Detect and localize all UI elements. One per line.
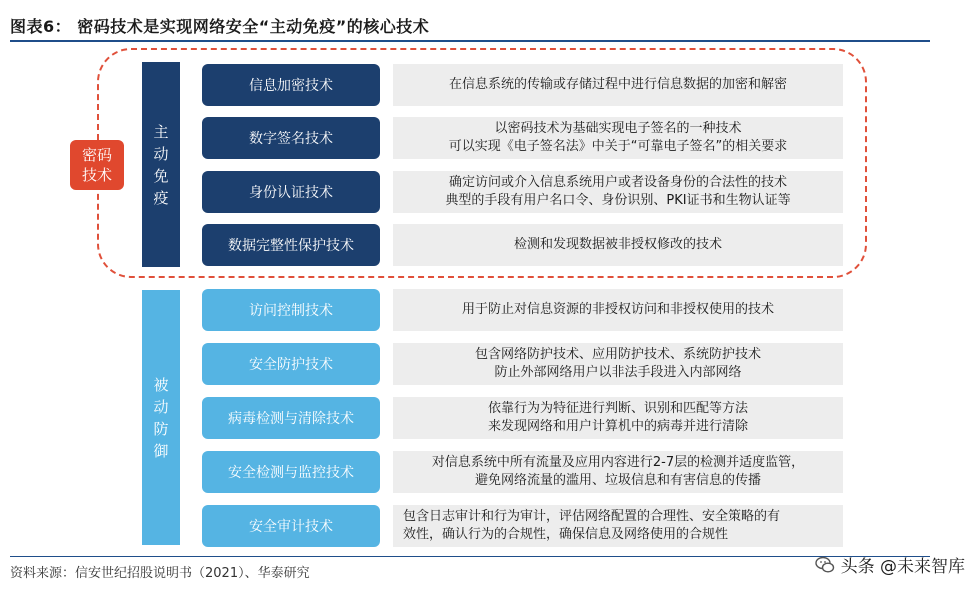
tech-description	[393, 171, 843, 213]
tech-node: 安全防护技术	[202, 343, 380, 385]
description-line: 对信息系统中所有流量及应用内容进行2-7层的检测并适度监管，	[431, 455, 805, 470]
watermark-text: 头条 @未来智库	[840, 557, 965, 577]
root-node-line-1: 密码	[81, 146, 112, 164]
tech-node: 信息加密技术	[202, 64, 380, 106]
description-line: 包含网络防护技术、应用防护技术、系统防护技术	[474, 347, 761, 362]
tech-node: 访问控制技术	[202, 289, 380, 331]
watermark	[815, 552, 965, 577]
tech-node: 安全检测与监控技术	[202, 451, 380, 493]
tech-description	[393, 64, 843, 106]
tech-node: 数据完整性保护技术	[202, 224, 380, 266]
tech-node: 数字签名技术	[202, 117, 380, 159]
tech-description	[393, 117, 843, 159]
description-line: 包含日志审计和行为审计，评估网络配置的合理性、安全策略的有	[403, 509, 781, 524]
description-line: 典型的手段有用户名口令、身份识别、PKI证书和生物认证等	[445, 193, 791, 208]
description-line: 确定访问或介入信息系统用户或者设备身份的合法性的技术	[448, 175, 787, 190]
root-node-line-2: 技术	[81, 166, 112, 184]
description-line: 来发现网络和用户计算机中的病毒并进行清除	[487, 419, 748, 434]
description-line: 在信息系统的传输或存储过程中进行信息数据的加密和解密	[448, 77, 787, 92]
group-active-immunity	[142, 62, 180, 267]
description-line: 效性，确认行为的合规性，确保信息及网络使用的合规性	[403, 527, 729, 542]
description-line: 用于防止对信息资源的非授权访问和非授权使用的技术	[461, 302, 774, 317]
tech-node: 病毒检测与清除技术	[202, 397, 380, 439]
figure-title: 图表6： 密码技术是实现网络安全“主动免疫”的核心技术	[10, 17, 430, 36]
group-active-label: 主动免疫	[153, 122, 169, 207]
description-line: 可以实现《电子签名法》中关于“可靠电子签名”的相关要求	[448, 139, 788, 154]
root-node-crypto-tech	[70, 140, 124, 190]
description-line: 以密码技术为基础实现电子签名的一种技术	[494, 121, 742, 136]
tech-description	[393, 343, 843, 385]
tech-description	[393, 505, 843, 547]
tech-description	[393, 451, 843, 493]
source-divider	[10, 556, 930, 557]
description-line: 检测和发现数据被非授权修改的技术	[513, 237, 722, 252]
group-passive-defense	[142, 290, 180, 545]
wechat-icon	[815, 555, 835, 575]
source-note: 资料来源：信安世纪招股说明书（2021）、华泰研究	[10, 566, 310, 581]
description-line: 避免网络流量的滥用、垃圾信息和有害信息的传播	[474, 473, 761, 488]
tech-description	[393, 289, 843, 331]
description-line: 依靠行为为特征进行判断、识别和匹配等方法	[487, 401, 748, 416]
title-divider	[10, 40, 930, 42]
tech-node: 身份认证技术	[202, 171, 380, 213]
tech-node: 安全审计技术	[202, 505, 380, 547]
tech-description	[393, 397, 843, 439]
group-passive-label: 被动防御	[153, 375, 169, 460]
tech-description	[393, 224, 843, 266]
description-line: 防止外部网络用户以非法手段进入内部网络	[494, 365, 742, 380]
